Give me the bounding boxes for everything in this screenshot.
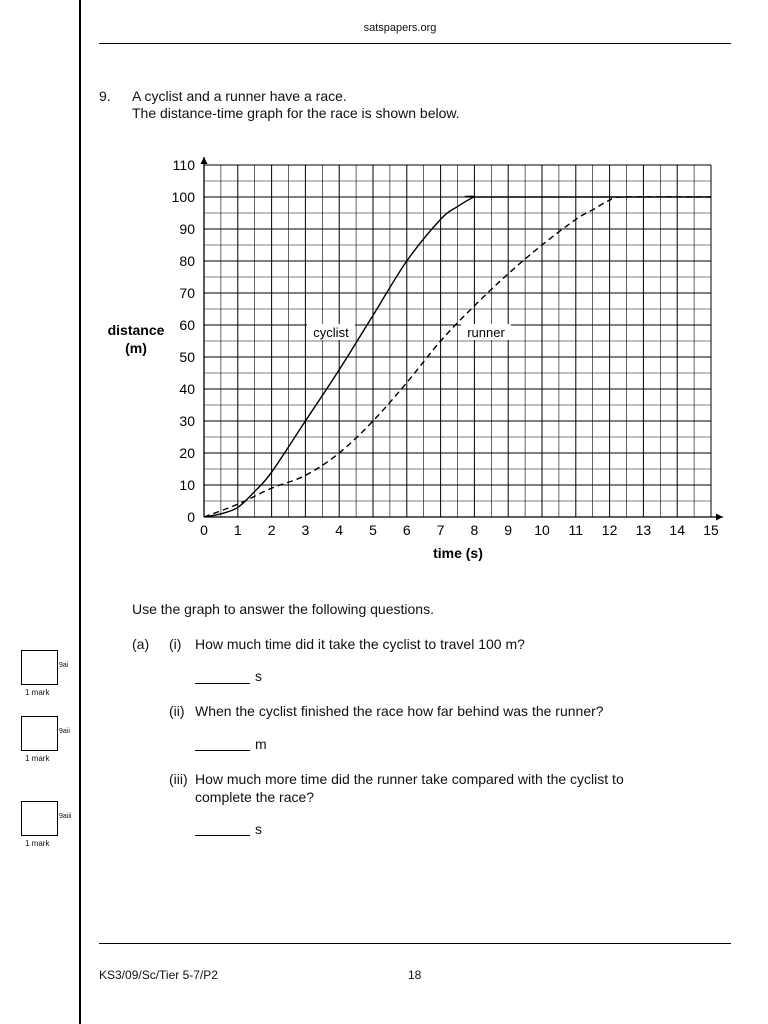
part-ii-text: When the cyclist finished the race how far behind was the runner? (195, 703, 604, 719)
x-tick-label: 7 (436, 522, 445, 538)
unit-ii: m (255, 736, 267, 752)
x-tick-label: 6 (402, 522, 411, 538)
y-tick-label: 40 (179, 381, 195, 397)
x-tick-label: 12 (601, 522, 618, 538)
part-i-label: (i) (169, 636, 182, 652)
y-tick-label: 20 (179, 445, 195, 461)
y-tick-label: 70 (179, 285, 195, 301)
y-axis-label-line1: distance (107, 322, 165, 338)
mark-box-9aii[interactable] (21, 716, 58, 751)
mark-label-9aiii: 1 mark (25, 839, 50, 848)
part-ii-label: (ii) (169, 703, 185, 719)
question-intro-2: The distance-time graph for the race is shown below. (132, 105, 460, 121)
mark-code-9ai: 9ai (59, 662, 69, 669)
x-tick-label: 4 (335, 522, 344, 538)
mark-box-9aiii[interactable] (21, 801, 58, 836)
part-i-text: How much time did it take the cyclist to travel 100 m? (195, 636, 525, 652)
unit-i: s (255, 668, 262, 684)
x-axis-label: time (s) (433, 545, 483, 561)
unit-iii: s (255, 821, 262, 837)
y-axis-arrow (201, 157, 208, 164)
question-number: 9. (99, 88, 111, 104)
x-tick-label: 14 (669, 522, 685, 538)
x-tick-label: 3 (301, 522, 310, 538)
mark-label-9aii: 1 mark (25, 754, 50, 763)
mark-code-9aii: 9aii (59, 728, 70, 735)
y-tick-label: 10 (179, 477, 195, 493)
legend-runner: runner (467, 325, 505, 340)
y-tick-label: 100 (171, 189, 195, 205)
answer-line-ii[interactable] (195, 750, 250, 751)
x-tick-label: 13 (635, 522, 652, 538)
part-a-label: (a) (132, 636, 150, 652)
x-tick-label: 11 (568, 522, 584, 538)
part-iii-text-2: complete the race? (195, 789, 315, 805)
y-axis-label-line2: (m) (125, 340, 147, 356)
part-iii-text-1: How much more time did the runner take compared with the cyclist to (195, 771, 624, 787)
answer-line-i[interactable] (195, 683, 250, 684)
y-tick-label: 60 (179, 317, 195, 333)
x-tick-label: 5 (369, 522, 377, 538)
site-header: satspapers.org (363, 22, 437, 34)
x-tick-label: 2 (267, 522, 276, 538)
page-number: 18 (408, 968, 422, 982)
mark-label-9ai: 1 mark (25, 688, 50, 697)
answer-line-iii[interactable] (195, 835, 250, 836)
y-tick-label: 30 (179, 413, 195, 429)
legend-cyclist: cyclist (313, 325, 349, 340)
footer-rule (99, 943, 731, 944)
footer-code: KS3/09/Sc/Tier 5-7/P2 (99, 968, 218, 982)
y-tick-label: 50 (179, 349, 195, 365)
question-intro-1: A cyclist and a runner have a race. (132, 88, 347, 104)
x-axis-arrow (716, 514, 723, 521)
x-tick-label: 10 (534, 522, 550, 538)
mark-code-9aiii: 9aiii (59, 813, 72, 820)
mark-box-9ai[interactable] (21, 650, 58, 685)
part-iii-label: (iii) (169, 771, 188, 787)
y-tick-label: 90 (179, 221, 195, 237)
x-tick-label: 0 (200, 522, 208, 538)
x-tick-label: 8 (470, 522, 479, 538)
x-tick-label: 9 (504, 522, 513, 538)
y-tick-label: 80 (179, 253, 195, 269)
x-tick-label: 15 (703, 522, 719, 538)
y-tick-label: 110 (172, 157, 195, 173)
instructions: Use the graph to answer the following questions. (132, 601, 434, 617)
y-tick-label: 0 (187, 509, 195, 525)
x-tick-label: 1 (233, 522, 242, 538)
